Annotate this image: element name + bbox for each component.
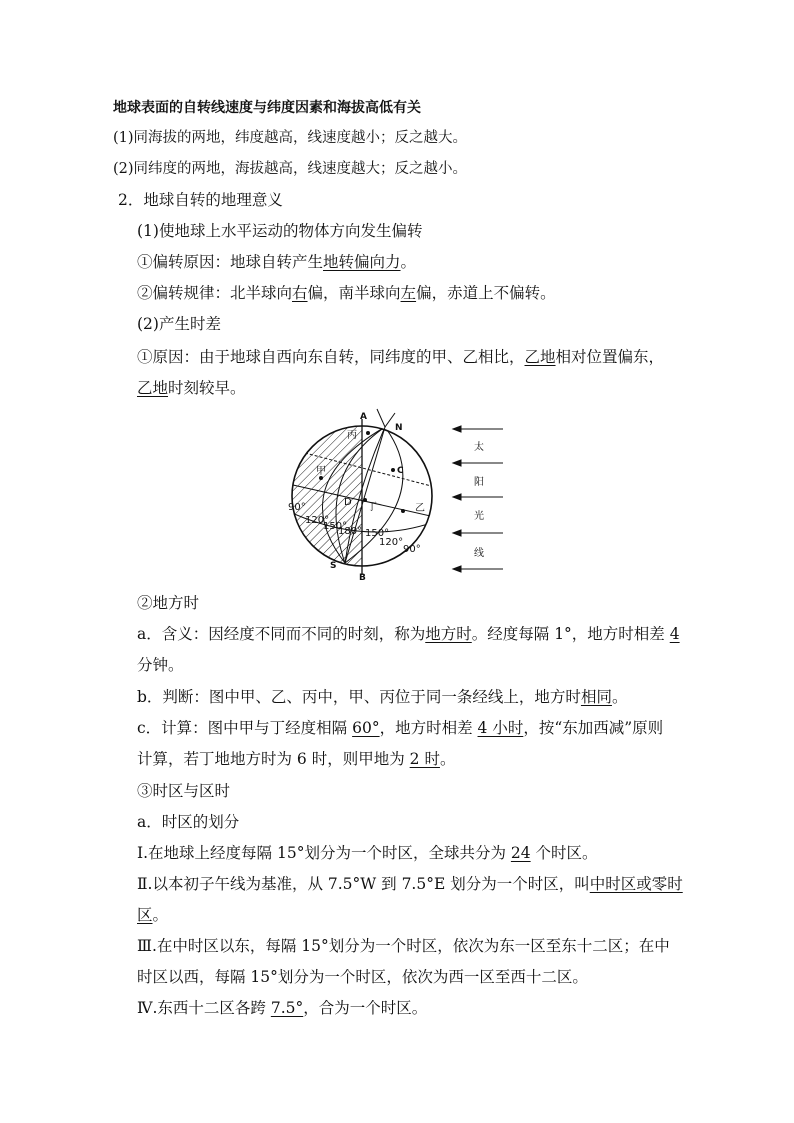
zones-rule-2: Ⅱ.以本初子午线为基准，从 7.5°W 到 7.5°E 划分为一个时区，叫中时区或零时 (137, 875, 683, 893)
label-n: N (395, 423, 403, 433)
timediff-reason-line2: 乙地时刻较早。 (137, 379, 246, 397)
localtime-judgement: b．判断：图中甲、乙、丙中，甲、丙位于同一条经线上，地方时相同。 (137, 688, 628, 706)
answer-blank: 相同 (580, 688, 612, 706)
label-180: 180° (338, 526, 363, 537)
deflection-heading: (1)使地球上水平运动的物体方向发生偏转 (137, 222, 423, 240)
point-yi (401, 509, 405, 513)
sun-label-1: 太 (474, 442, 484, 453)
localtime-heading: ②地方时 (137, 594, 200, 612)
sun-label-4: 线 (474, 548, 484, 559)
localtime-definition-cont: 分钟。 (137, 656, 184, 674)
answer-blank: 中时区或零时 (589, 875, 683, 893)
intro-point-2: (2)同纬度的两地，海拔越高，线速度越大；反之越小。 (113, 161, 468, 177)
arrowhead-icon (453, 426, 461, 432)
label-a: A (360, 412, 367, 422)
label-s: S (330, 561, 337, 571)
sun-label-3: 光 (474, 511, 484, 522)
zones-heading: ③时区与区时 (137, 782, 231, 800)
intro-point-1: (1)同海拔的两地，纬度越高，线速度越小；反之越大。 (113, 130, 468, 146)
label-jia: 甲 (316, 466, 326, 477)
point-c (391, 468, 395, 472)
answer-blank: 4 小时 (477, 719, 524, 737)
localtime-definition: a．含义：因经度不同而不同的时刻，称为地方时。经度每隔 1°，地方时相差 4 (137, 625, 680, 643)
answer-blank: 地方时 (425, 625, 472, 643)
label-bing: 丙 (347, 430, 357, 441)
answer-blank: 乙地 (524, 348, 556, 366)
answer-blank: 左 (400, 284, 417, 302)
arrowhead-icon (453, 566, 461, 572)
answer-blank: 24 (510, 844, 531, 862)
answer-blank: 2 时 (409, 750, 440, 768)
label-b: B (359, 573, 366, 583)
localtime-calculation: c．计算：图中甲与丁经度相隔 60°，地方时相差 4 小时，按“东加西减”原则 (137, 719, 664, 737)
zones-rule-1: Ⅰ.在地球上经度每隔 15°划分为一个时区，全球共分为 24 个时区。 (137, 844, 598, 862)
timediff-reason-line1: ①原因：由于地球自西向东自转，同纬度的甲、乙相比，乙地相对位置偏东， (137, 348, 665, 366)
label-120-right: 120° (379, 537, 404, 548)
earth-rotation-diagram (285, 405, 510, 583)
sun-label-2: 阳 (474, 477, 484, 488)
label-150-right: 150° (365, 528, 390, 539)
zones-rule-3: Ⅲ.在中时区以东，每隔 15°划分为一个时区，依次为东一区至东十二区；在中 (137, 937, 670, 955)
answer-blank: 60° (352, 719, 380, 737)
intro-heading: 地球表面的自转线速度与纬度因素和海拔高低有关 (113, 100, 421, 116)
label-90-left: 90° (288, 502, 306, 513)
deflection-cause: ①偏转原因：地球自转产生地转偏向力。 (137, 253, 417, 271)
answer-blank: 4 (669, 625, 680, 643)
rotation-arrow-icon (377, 409, 395, 427)
section-title: 2．地球自转的地理意义 (118, 191, 283, 209)
zones-rule-3-cont: 时区以西，每隔 15°划分为一个时区，依次为西一区至西十二区。 (137, 968, 588, 986)
zones-subheading: a．时区的划分 (137, 813, 240, 831)
label-ding: 丁 (367, 502, 377, 513)
answer-blank: 区 (137, 906, 153, 924)
arrowhead-icon (453, 494, 461, 500)
answer-blank: 7.5° (270, 999, 304, 1017)
deflection-rule: ②偏转规律：北半球向右偏，南半球向左偏，赤道上不偏转。 (137, 284, 556, 302)
answer-blank: 右 (292, 284, 308, 302)
label-120-left: 120° (305, 515, 330, 526)
timediff-heading: (2)产生时差 (137, 315, 221, 333)
label-yi: 乙 (415, 503, 425, 514)
arrowhead-icon (453, 530, 461, 536)
label-d: D (344, 497, 352, 508)
arrowhead-icon (453, 460, 461, 466)
point-bing (366, 431, 370, 435)
zones-rule-4: Ⅳ.东西十二区各跨 7.5°，合为一个时区。 (137, 999, 428, 1017)
localtime-calculation-cont: 计算，若丁地地方时为 6 时，则甲地为 2 时。 (137, 750, 456, 768)
label-90-right: 90° (403, 544, 421, 555)
answer-blank: 地转偏向力 (323, 253, 401, 271)
answer-blank: 乙地 (137, 379, 169, 397)
label-c: C (397, 466, 404, 476)
label-150-left: 150° (323, 521, 348, 532)
zones-rule-2-cont: 区。 (137, 906, 169, 924)
